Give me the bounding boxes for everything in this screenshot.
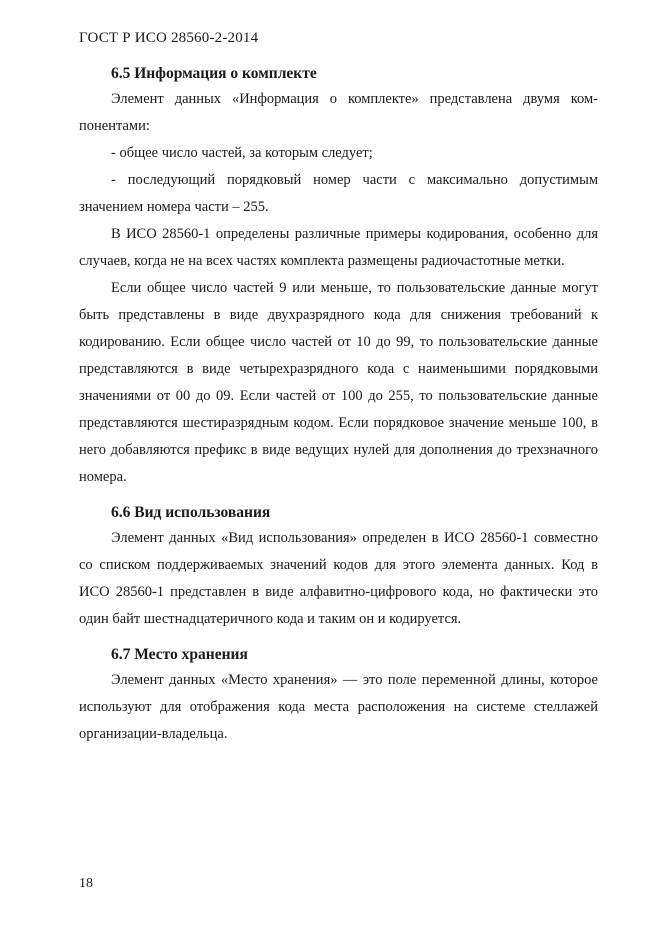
paragraph: Если общее число частей 9 или меньше, то пользовательские данные могут быть представлены в виде двухразрядного кода для снижения требований к кодированию. Если общее число частей от 10 до 99, то пользовательские данные представляются в виде четырехразрядного кода с наименьшими порядковыми значениями от 00 до 09. Если частей от 100 до 255, то пользовательские данные представляются шестиразрядным кодом. Если порядковое значение меньше 100, в него добавляются префикс в виде ведущих нулей для дополнения до трехзначного номера. [79,280,598,485]
page-content [79,62,598,748]
section-6-7 [79,643,598,748]
section-heading: 6.7 Место хранения [111,646,248,663]
section-6-5 [79,62,598,491]
paragraph: Элемент данных «Место хранения» — это поле переменной длины, которое используют для отображения кода места расположения на системе стеллажей организации-владельца. [79,672,598,742]
paragraph: Элемент данных «Вид использования» определен в ИСО 28560-1 совместно со списком поддерживаемых значений кодов для этого элемента данных. Код в ИСО 28560-1 представлен в виде алфавитно-цифрового кода, но фактически это один байт шестнадцатеричного кода и таким он и кодируется. [79,530,598,627]
document-code-header: ГОСТ Р ИСО 28560-2-2014 [79,30,259,46]
list-item: - последующий порядковый номер части с максимально допустимым значением номера части – 255. [79,172,598,215]
section-6-6 [79,501,598,633]
paragraph: Элемент данных «Информация о комплекте» представлена двумя компонентами: [79,91,598,134]
section-heading: 6.5 Информация о комплекте [111,65,317,82]
list-item: - общее число частей, за которым следует; [111,145,373,161]
section-heading: 6.6 Вид использования [111,504,271,521]
paragraph: В ИСО 28560-1 определены различные примеры кодирования, особенно для случаев, когда не на всех частях комплекта размещены радиочастотные метки. [79,226,598,269]
page-number: 18 [79,876,93,891]
